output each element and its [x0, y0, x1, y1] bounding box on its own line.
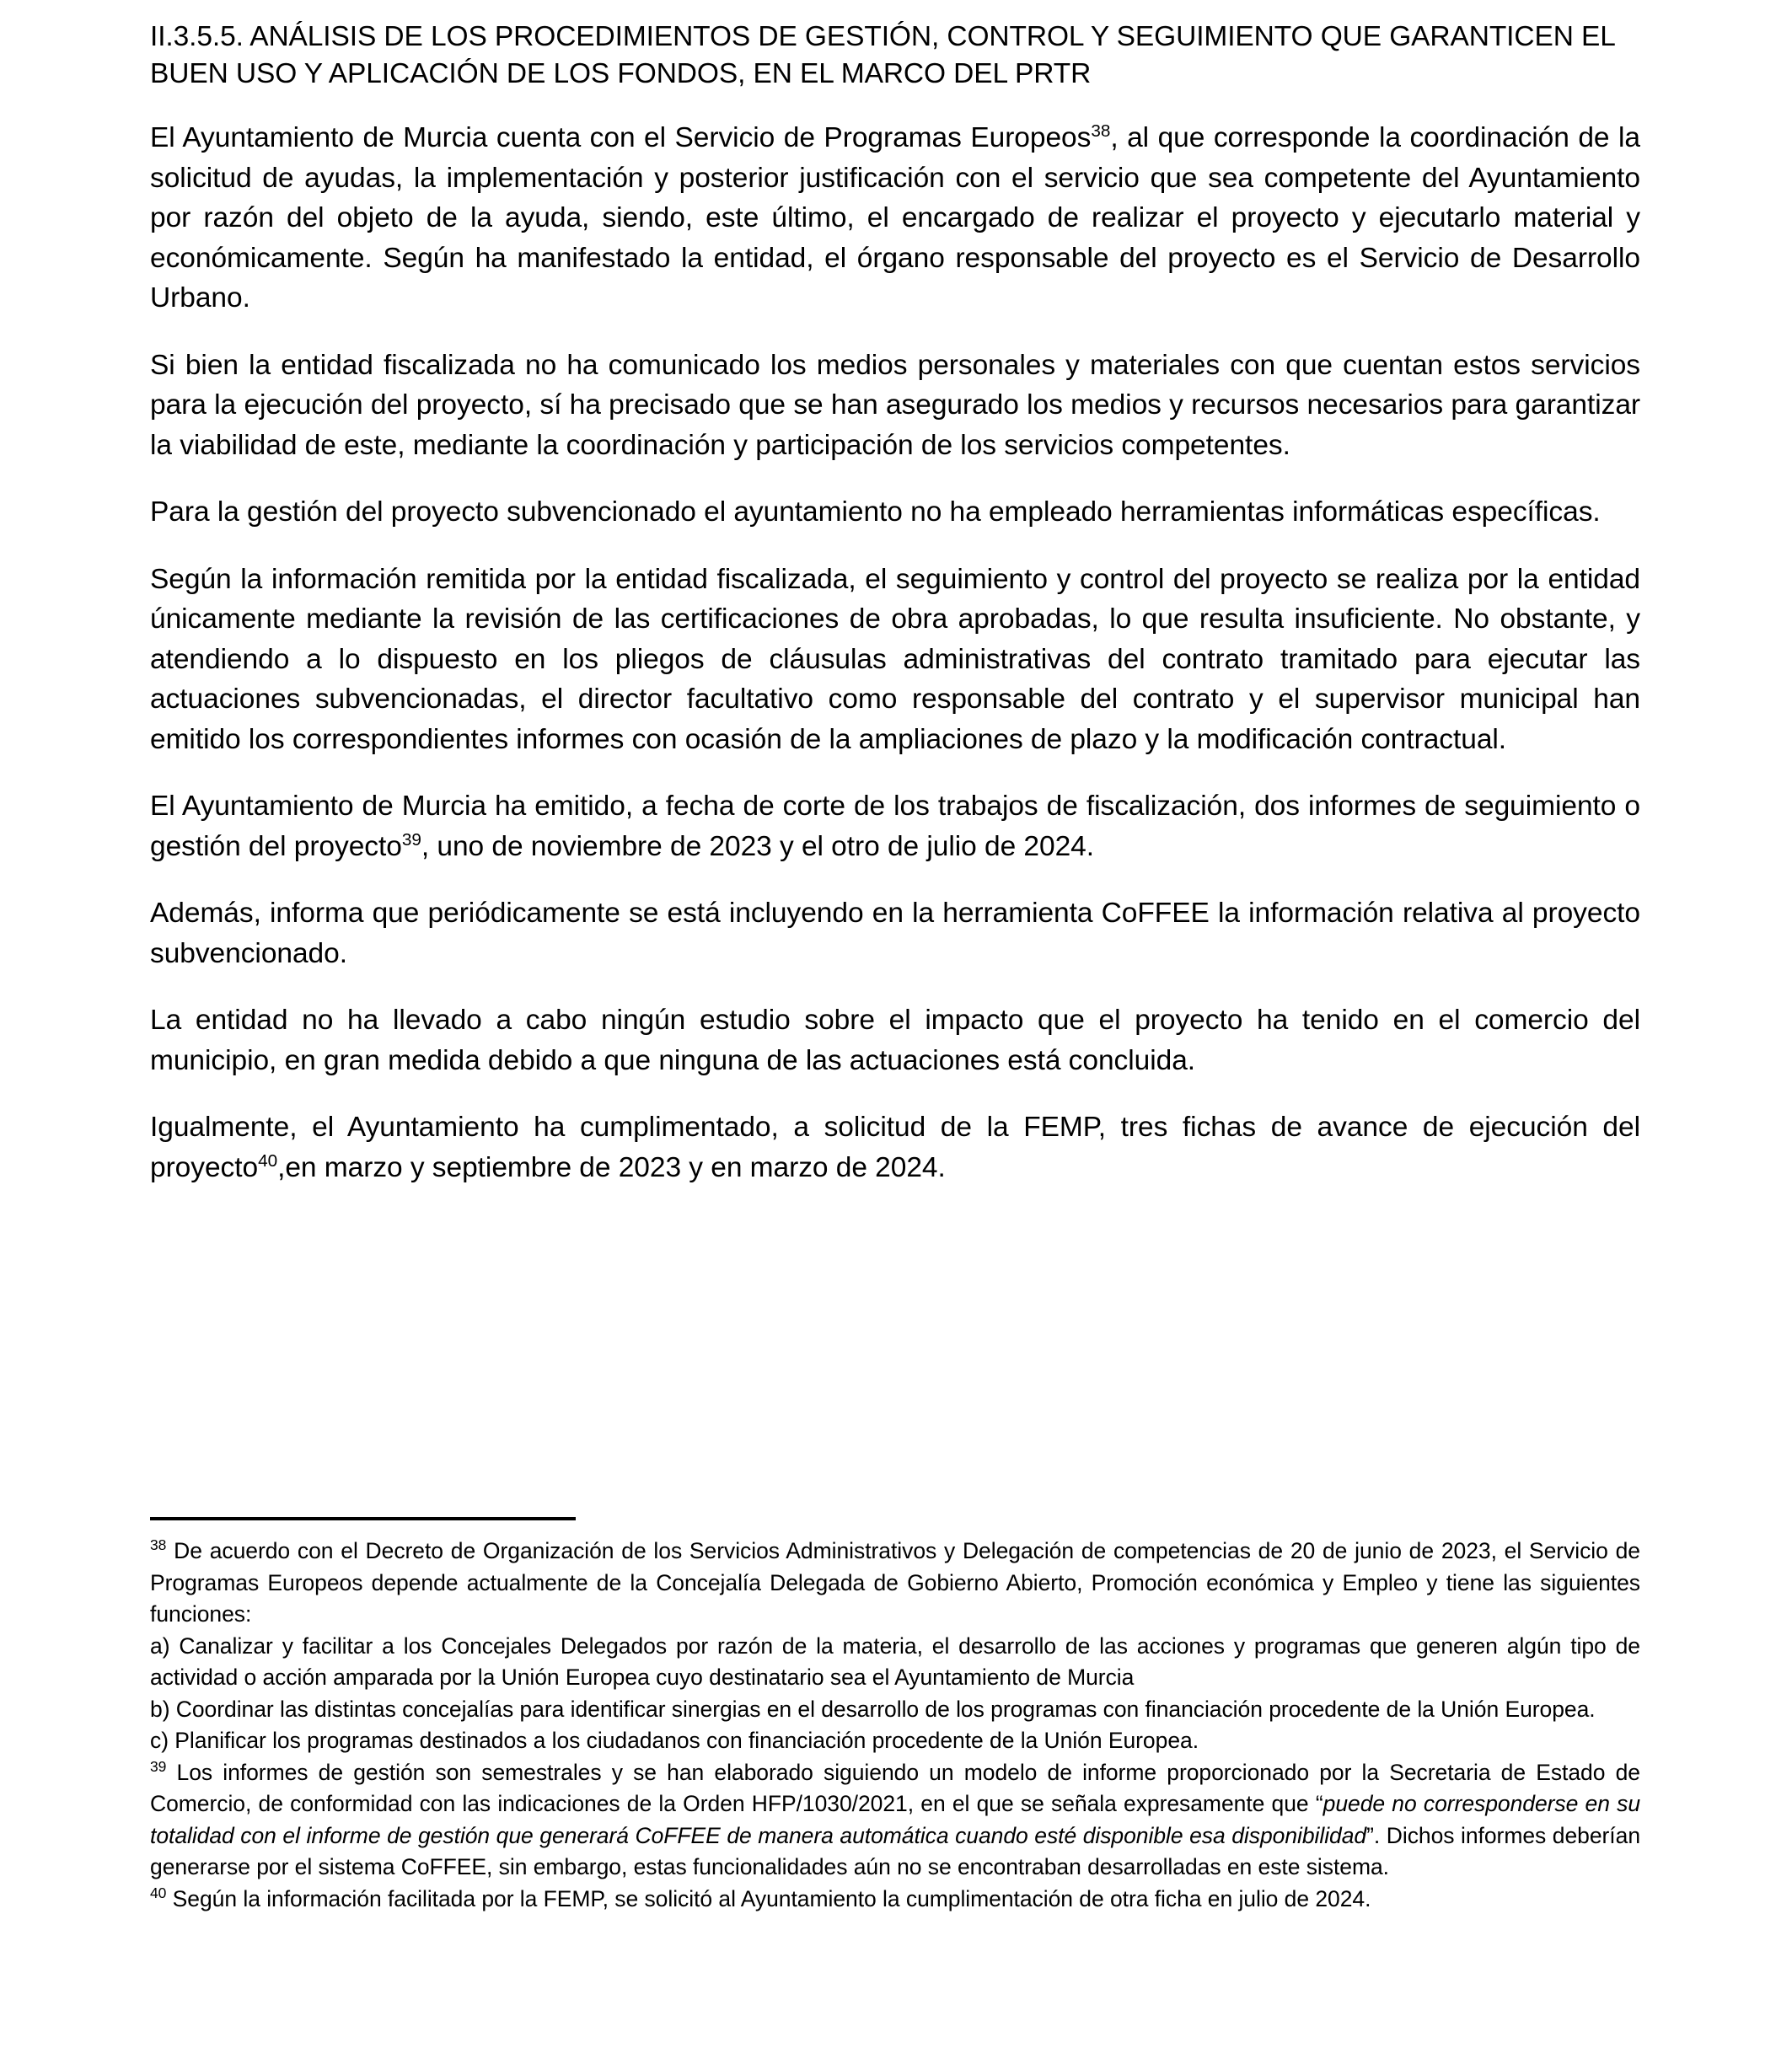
page-title: II.3.5.5. ANÁLISIS DE LOS PROCEDIMIENTOS DE GESTIÓN, CONTROL Y SEGUIMIENTO QUE GARANTICEN EL BUEN USO Y APLICACIÓN DE LOS FONDOS, EN EL MARCO DEL PRTR [150, 21, 1615, 89]
footnote-40-text: Según la información facilitada por la FEMP, se solicitó al Ayuntamiento la cumplimentación de otra ficha en julio de 2024. [166, 1885, 1371, 1911]
paragraph-3: Para la gestión del proyecto subvencionado el ayuntamiento no ha empleado herramientas informáticas específicas. [150, 496, 1601, 528]
footnote-number-38: 38 [150, 1536, 167, 1554]
footnote-38-item-a: a) Canalizar y facilitar a los Concejales Delegados por razón de la materia, el desarrollo de las acciones y programas que generen algún tipo de actividad o acción amparada por la Unión Europea cuyo destinatario sea el Ayuntamiento de Murcia [150, 1632, 1640, 1690]
paragraph-5-text-cont: , uno de noviembre de 2023 y el otro de julio de 2024. [421, 830, 1094, 862]
footnote-38-intro-text: De acuerdo con el Decreto de Organización de los Servicios Administrativos y Delegación de competencias de 20 de junio de 2023, el Servicio de Programas Europeos depende actualmente de la Concejalía Delegada de Gobierno Abierto, Promoción económica y Empleo y tiene las siguientes funciones: [150, 1538, 1640, 1627]
paragraph-6: Además, informa que periódicamente se está incluyendo en la herramienta CoFFEE la información relativa al proyecto subvencionado. [150, 898, 1640, 969]
paragraph-4: Según la información remitida por la entidad fiscalizada, el seguimiento y control del proyecto se realiza por la entidad únicamente mediante la revisión de las certificaciones de obra aprobadas, lo que resulta insuficiente. No obstante, y atendiendo a lo dispuesto en los pliegos de cláusulas administrativas del contrato tramitado para ejecutar las actuaciones subvencionadas, el director facultativo como responsable del contrato y el supervisor municipal han emitido los correspondientes informes con ocasión de la ampliaciones de plazo y la modificación contractual. [150, 563, 1640, 755]
footnote-38-intro [150, 1536, 1640, 1631]
paragraph-1-text-cont: , al que corresponde la coordinación de la solicitud de ayudas, la implementación y posterior justificación con el servicio que sea competente del Ayuntamiento por razón del objeto de la ayuda, siendo, este último, el encargado de realizar el proyecto y ejecutarlo material y económicamente. Según ha manifestado la entidad, el órgano responsable del proyecto es el Servicio de Desarrollo Urbano. [150, 122, 1640, 314]
footnote-number-40: 40 [150, 1884, 167, 1901]
paragraph-5-text: El Ayuntamiento de Murcia ha emitido, a fecha de corte de los trabajos de fiscalización, dos informes de seguimiento o gestión del proyecto [150, 791, 1640, 862]
paragraph-1-text: El Ayuntamiento de Murcia cuenta con el Servicio de Programas Europeos [150, 122, 1092, 153]
paragraph-8-text: Igualmente, el Ayuntamiento ha cumplimentado, a solicitud de la FEMP, tres fichas de avance de ejecución del proyecto [150, 1112, 1640, 1183]
paragraph-2: Si bien la entidad fiscalizada no ha comunicado los medios personales y materiales con que cuentan estos servicios para la ejecución del proyecto, sí ha precisado que se han asegurado los medios y recursos necesarios para garantizar la viabilidad de este, mediante la coordinación y participación de los servicios competentes. [150, 349, 1640, 461]
footnote-39-quotation: puede no corresponderse en su totalidad con el informe de gestión que generará CoFFEE de manera automática cuando esté disponible esa disponibilidad [150, 1791, 1641, 1848]
footnote-38-item-b: b) Coordinar las distintas concejalías para identificar sinergias en el desarrollo de los programas con financiación procedente de la Unión Europea. [150, 1696, 1596, 1722]
footnote-38-item-c: c) Planificar los programas destinados a los ciudadanos con financiación procedente de la Unión Europea. [150, 1728, 1199, 1753]
footnote-ref-40[interactable]: 40 [258, 1150, 278, 1171]
footnote-ref-38[interactable]: 38 [1091, 121, 1111, 141]
body-paragraphs [150, 118, 1640, 1187]
paragraph-8-text-cont: ,en marzo y septiembre de 2023 y en marzo de 2024. [277, 1151, 946, 1183]
footnote-39 [150, 1757, 1640, 1884]
footnote-ref-39[interactable]: 39 [401, 829, 421, 850]
footnote-39-part2: ”. Dichos informes deberían generarse por el sistema CoFFEE, sin embargo, estas funcionalidades aún no se encontraban desarrolladas en este sistema. [150, 1822, 1641, 1879]
paragraph-7: La entidad no ha llevado a cabo ningún estudio sobre el impacto que el proyecto ha tenido en el comercio del municipio, en gran medida debido a que ninguna de las actuaciones está concluida. [150, 1005, 1640, 1076]
footnote-list [150, 1536, 1640, 1915]
footnote-40 [150, 1884, 1640, 1916]
paragraph-1 [150, 118, 1640, 319]
footnote-number-39: 39 [150, 1757, 167, 1775]
footnote-39-part1: Los informes de gestión son semestrales y se han elaborado siguiendo un modelo de informe proporcionado por la Secretaria de Estado de Comercio, de conformidad con las indicaciones de la Orden HFP/1030/2021, en el que se señala expresamente que “ [150, 1759, 1640, 1816]
paragraph-8 [150, 1107, 1640, 1187]
document-body [150, 0, 1640, 1187]
paragraph-5 [150, 786, 1640, 866]
footnote-separator-rule [150, 1517, 576, 1520]
footnotes-section [150, 1517, 1640, 1915]
